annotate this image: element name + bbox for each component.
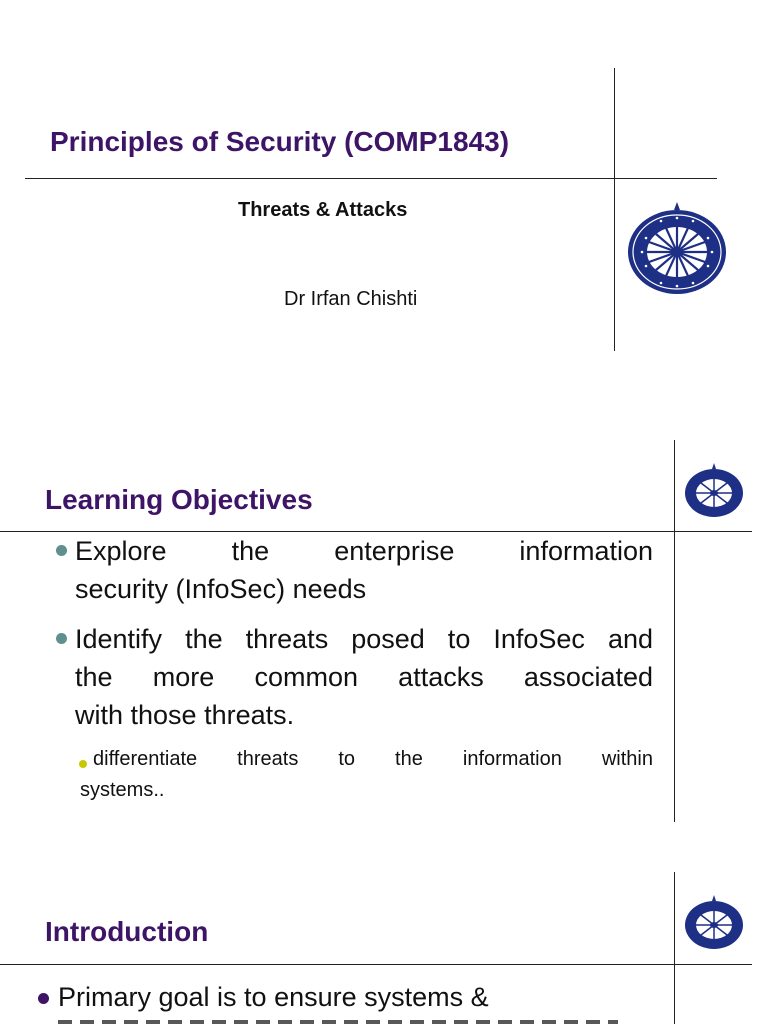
slide2-vertical-rule	[674, 440, 675, 822]
slide1-title: Principles of Security (COMP1843)	[50, 126, 510, 157]
objective-item	[75, 532, 653, 608]
objective-line: the more common attacks associated	[75, 662, 653, 692]
bullet-dot-purple	[38, 993, 49, 1004]
objective-sub-item	[93, 744, 653, 775]
slide3-title-rule	[0, 964, 752, 965]
slide3-vertical-rule	[674, 872, 675, 1024]
objective-line: with those threats.	[75, 700, 295, 730]
slide2-title: Learning Objectives	[45, 484, 313, 515]
bullet-dot-yellow	[79, 760, 87, 768]
objective-sub-line: differentiate threats to the information within	[93, 748, 653, 770]
slide1-author: Dr Irfan Chishti	[284, 288, 418, 310]
slide3-title: Introduction	[45, 916, 209, 947]
objective-sub-line: systems..	[80, 779, 165, 801]
objective-line: security (InfoSec) needs	[75, 574, 367, 604]
intro-bullet-cutoff	[58, 1020, 618, 1024]
university-seal-logo	[626, 200, 728, 296]
bullet-dot-teal	[56, 633, 67, 644]
slide1-subtitle: Threats & Attacks	[238, 199, 408, 221]
objective-line: Identify the threats posed to InfoSec and	[75, 624, 653, 654]
objective-line: Explore the enterprise information	[75, 536, 653, 566]
objective-item	[75, 620, 653, 734]
university-seal-logo-small	[684, 894, 744, 950]
bullet-dot-teal	[56, 545, 67, 556]
objective-sub-item-cont	[80, 775, 640, 806]
intro-bullet: Primary goal is to ensure systems &	[58, 982, 489, 1012]
slide1-vertical-rule	[614, 68, 615, 351]
university-seal-logo-small	[684, 462, 744, 518]
